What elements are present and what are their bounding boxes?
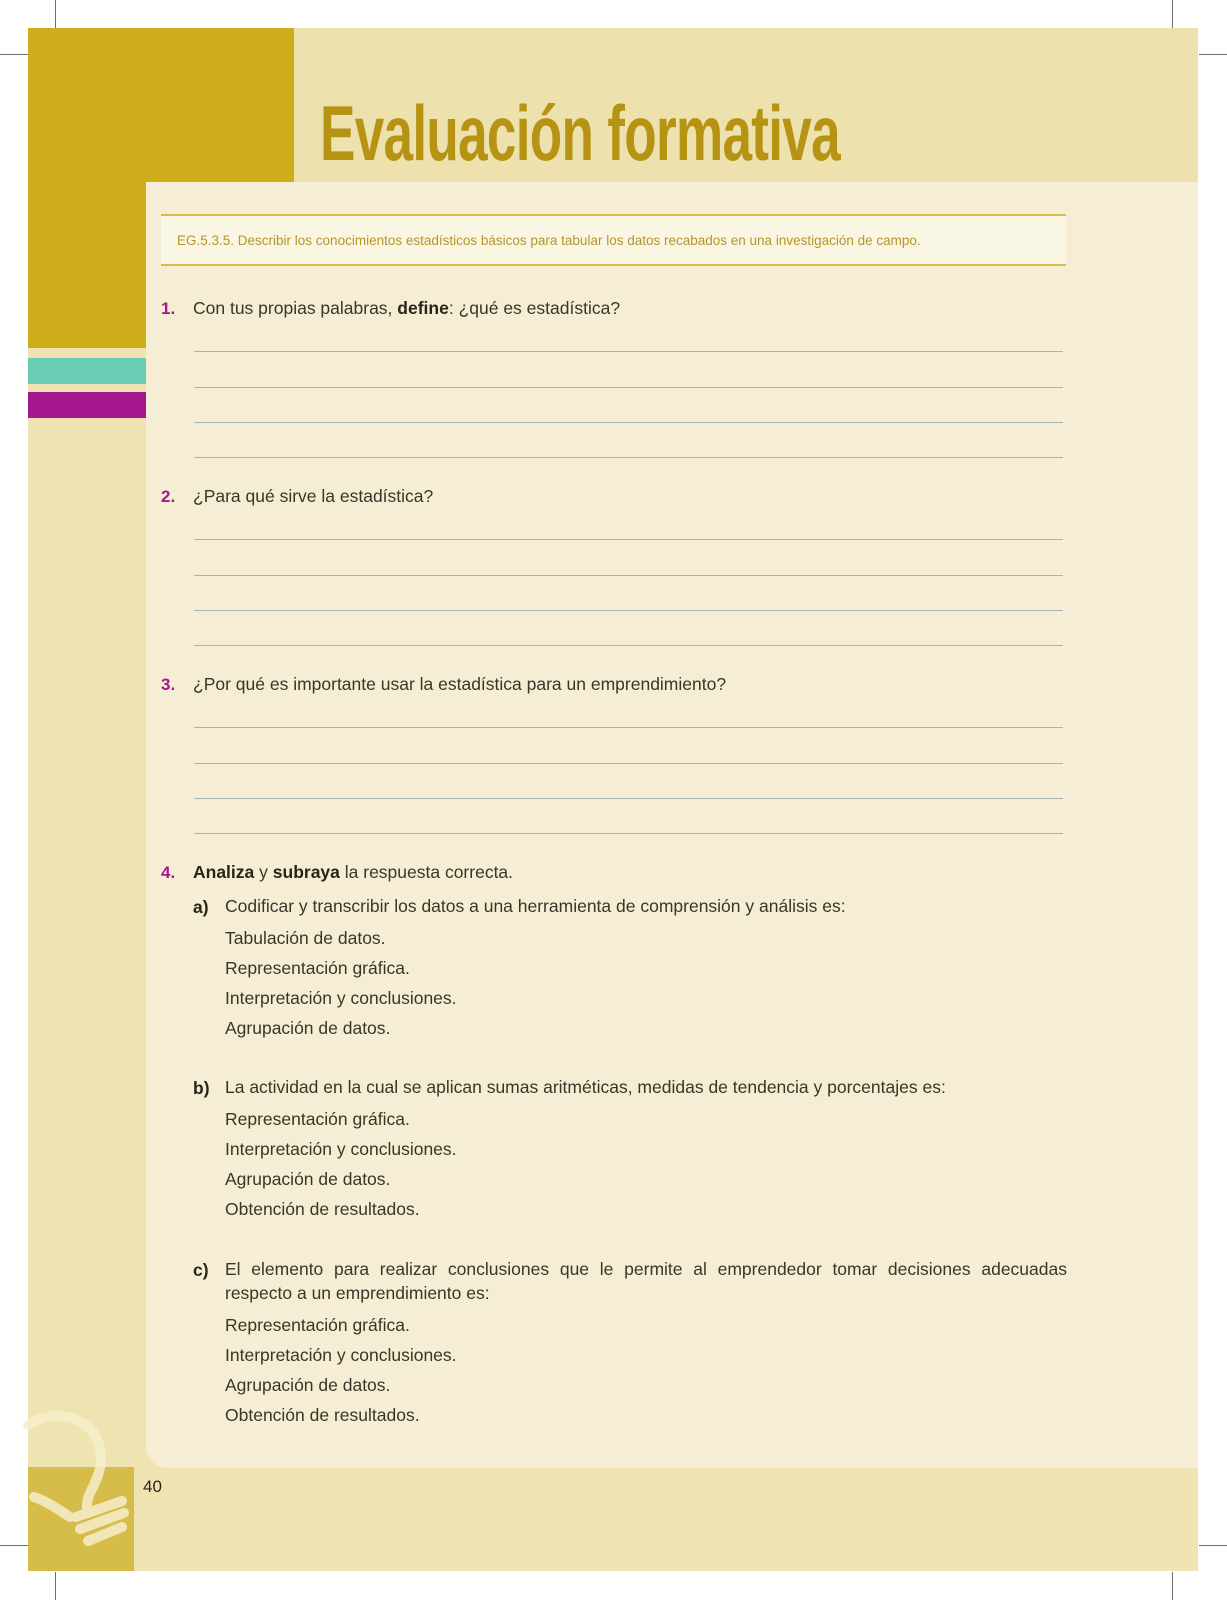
page-title: Evaluación formativa: [320, 89, 840, 177]
objective-text: EG.5.3.5. Describir los conocimientos estadísticos básicos para tabular los datos recabados en una investigación de campo.: [177, 233, 921, 248]
crop-mark: [1172, 0, 1173, 28]
question-number: 1.: [161, 299, 176, 318]
answer-option[interactable]: Obtención de resultados.: [225, 1199, 420, 1219]
answer-option[interactable]: Agrupación de datos.: [225, 1169, 391, 1189]
question-text: [193, 298, 620, 319]
question-keyword: Analiza: [193, 862, 255, 882]
question-text: ¿Por qué es importante usar la estadística para un emprendimiento?: [193, 674, 727, 694]
crop-mark: [55, 0, 56, 28]
question-text: [193, 862, 513, 883]
item-question: La actividad en la cual se aplican sumas aritméticas, medidas de tendencia y porcentajes es:: [225, 1077, 946, 1097]
answer-line[interactable]: [194, 457, 1063, 458]
page-number: 40: [143, 1477, 162, 1496]
answer-option[interactable]: Obtención de resultados.: [225, 1405, 420, 1425]
item-letter: c): [193, 1260, 209, 1280]
question-keyword: define: [397, 298, 449, 318]
item-letter: b): [193, 1078, 210, 1098]
answer-line[interactable]: [194, 575, 1063, 576]
answer-line[interactable]: [194, 727, 1063, 728]
item-letter: a): [193, 897, 209, 917]
answer-option[interactable]: Agrupación de datos.: [225, 1018, 391, 1038]
answer-line[interactable]: [194, 387, 1063, 388]
answer-option[interactable]: Representación gráfica.: [225, 1315, 410, 1335]
magenta-stripe: [28, 392, 146, 418]
answer-line[interactable]: [194, 763, 1063, 764]
answer-option[interactable]: Interpretación y conclusiones.: [225, 988, 457, 1008]
crop-mark: [1199, 1545, 1227, 1546]
answer-line[interactable]: [194, 833, 1063, 834]
answer-line[interactable]: [194, 798, 1063, 799]
question-text-part: Con tus propias palabras,: [193, 298, 398, 318]
answer-line[interactable]: [194, 645, 1063, 646]
question-text-part: : ¿qué es estadística?: [448, 298, 621, 318]
answer-line[interactable]: [194, 539, 1063, 540]
answer-line[interactable]: [194, 422, 1063, 423]
answer-option[interactable]: Interpretación y conclusiones.: [225, 1139, 457, 1159]
answer-option[interactable]: Interpretación y conclusiones.: [225, 1345, 457, 1365]
question-keyword: subraya: [272, 862, 340, 882]
answer-option[interactable]: Tabulación de datos.: [225, 928, 386, 948]
crop-mark: [1172, 1572, 1173, 1600]
question-text: ¿Para qué sirve la estadística?: [193, 486, 434, 506]
answer-option[interactable]: Agrupación de datos.: [225, 1375, 391, 1395]
answer-option[interactable]: Representación gráfica.: [225, 1109, 410, 1129]
answer-option[interactable]: Representación gráfica.: [225, 958, 410, 978]
objective-box: [161, 214, 1066, 266]
question-number: 3.: [161, 675, 176, 694]
question-number: 2.: [161, 487, 176, 506]
question-text-part: la respuesta correcta.: [339, 862, 514, 882]
question-number: 4.: [161, 863, 176, 882]
lightbulb-icon: [18, 1405, 138, 1555]
answer-line[interactable]: [194, 610, 1063, 611]
question-text-part: y: [254, 862, 273, 882]
crop-mark: [1199, 54, 1227, 55]
crop-mark: [55, 1572, 56, 1600]
answer-line[interactable]: [194, 351, 1063, 352]
item-question: El elemento para realizar conclusiones que le permite al emprendedor tomar decisiones adecuadas respecto a un emprendimiento es:: [225, 1259, 1067, 1303]
teal-stripe: [28, 358, 146, 384]
item-question: Codificar y transcribir los datos a una herramienta de comprensión y análisis es:: [225, 896, 846, 916]
crop-mark: [0, 54, 28, 55]
